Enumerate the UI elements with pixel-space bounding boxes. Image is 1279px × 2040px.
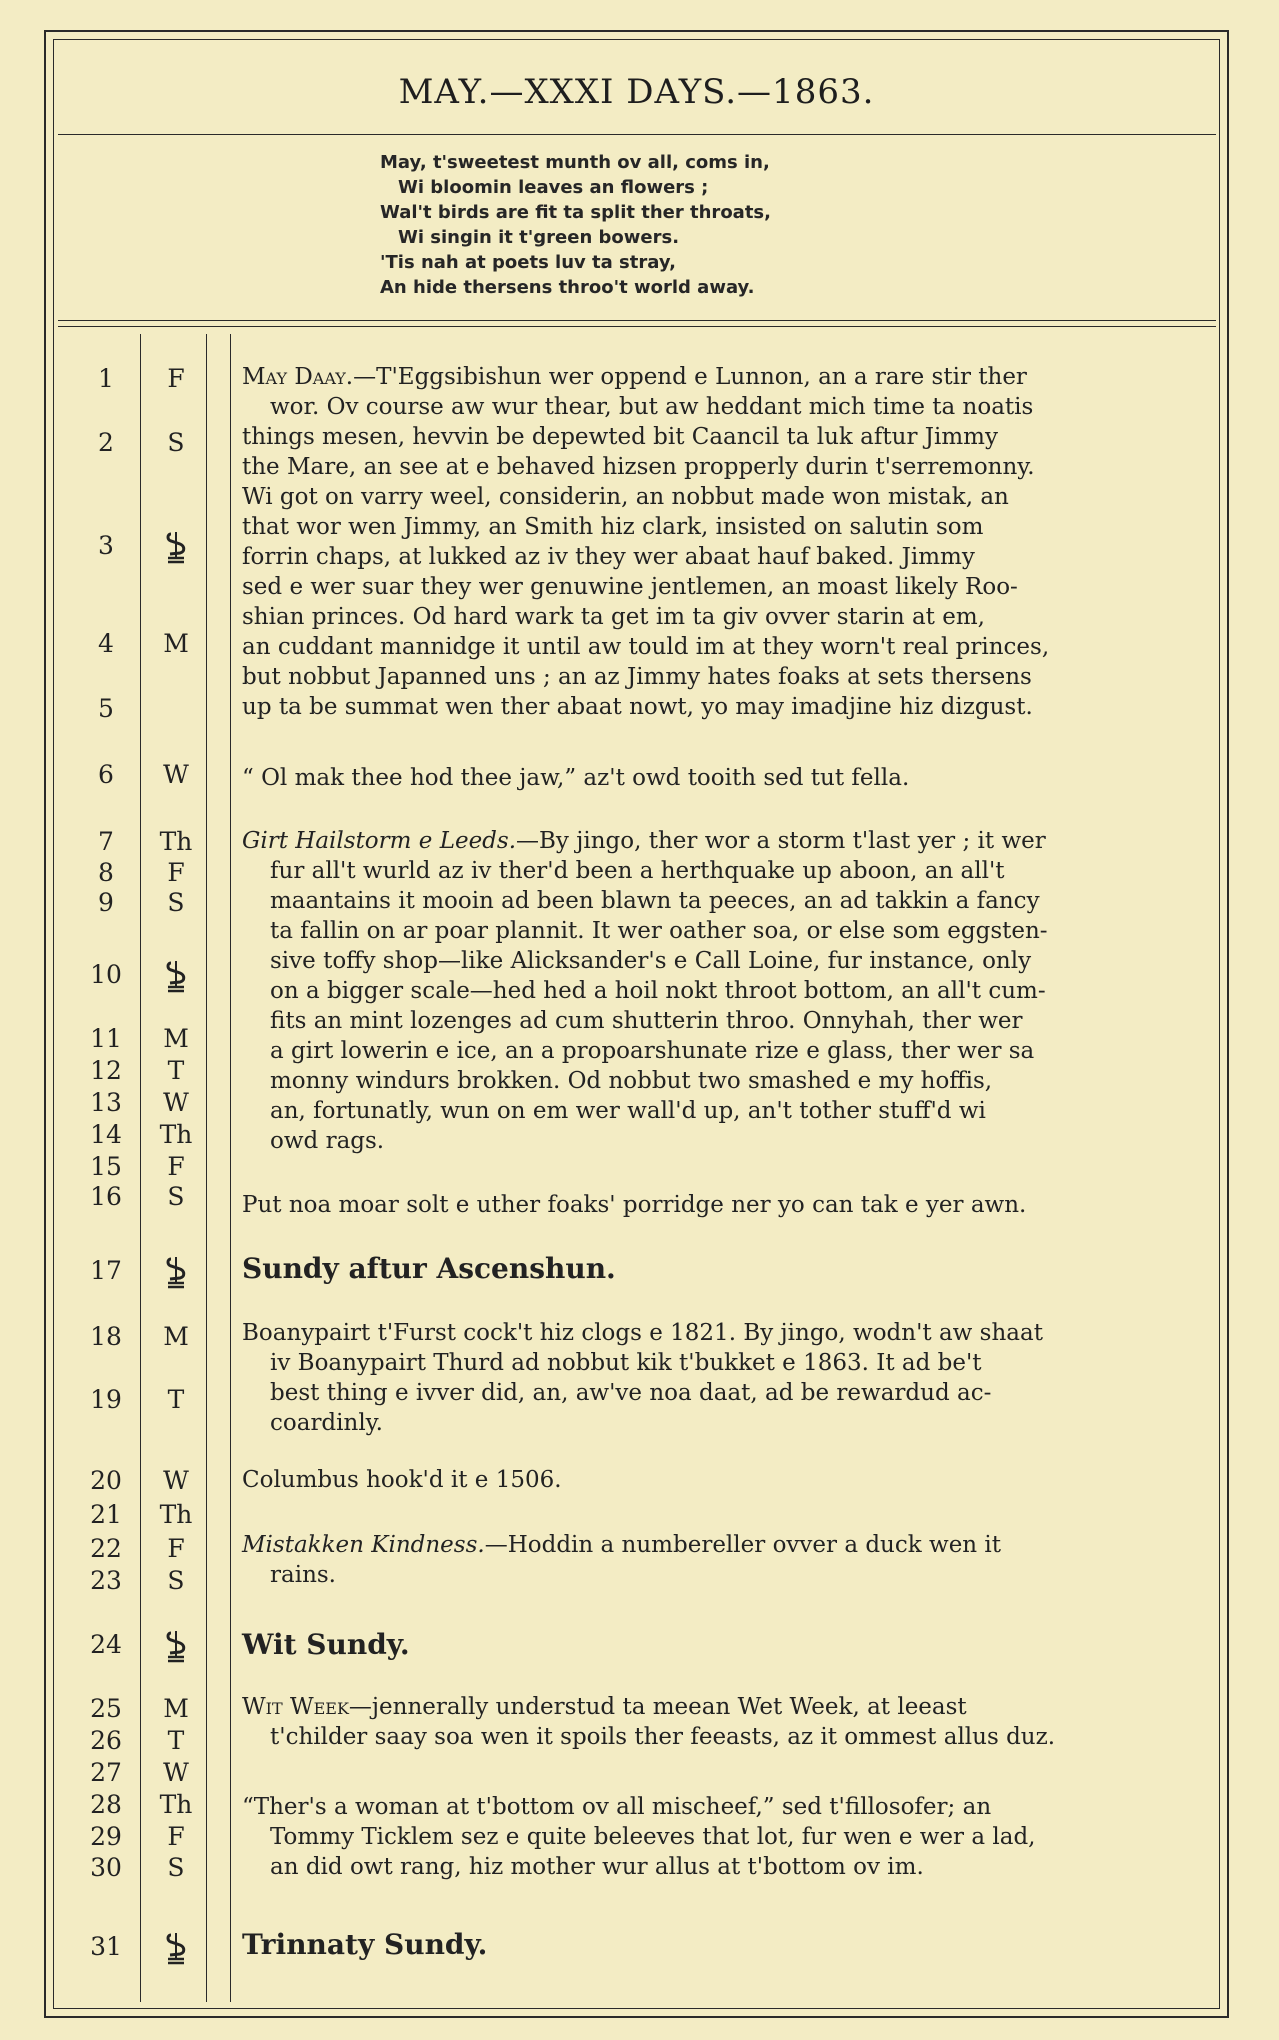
sunday-heading: Trinnaty Sundy. bbox=[242, 1928, 488, 1961]
day-number: 23 bbox=[90, 1566, 122, 1595]
day-number: 2 bbox=[98, 428, 114, 457]
entry-ascension bbox=[242, 1254, 1210, 1284]
entry-line: forrin chaps, at lukked az iv they wer abaat hauf baked. Jimmy bbox=[242, 544, 975, 570]
entry-text: —T'Eggsibishun wer oppend e Lunnon, an a rare stir ther bbox=[353, 364, 1027, 390]
day-number: 7 bbox=[98, 827, 114, 856]
entry-heading: Girt Hailstorm e Leeds. bbox=[242, 828, 517, 854]
entry-line: best thing e ivver did, an, aw've noa daat, ad be rewardud ac- bbox=[270, 1380, 992, 1406]
entry-text: “Ther's a woman at t'bottom ov all mischeef,” sed t'fillosofer; an bbox=[242, 1794, 992, 1820]
weekday-letter: W bbox=[163, 760, 189, 789]
entry-line: Wi got on varry weel, considerin, an nobbut made won mistak, an bbox=[242, 484, 1009, 510]
day-number: 11 bbox=[90, 1024, 122, 1053]
entry-jaw bbox=[242, 763, 1210, 793]
entry-line: on a bigger scale—hed hed a hoil nokt throot bottom, an all't cum- bbox=[270, 978, 1046, 1004]
poem-line: An hide thersens throo't world away. bbox=[380, 277, 755, 298]
sunday-icon bbox=[136, 1256, 216, 1290]
weekday-letter: F bbox=[167, 1152, 185, 1181]
entry-line: an cuddant mannidge it until aw tould im at they worn't real princes, bbox=[242, 634, 1050, 660]
entry-text: —By jingo, ther wor a storm t'last yer ; it wer bbox=[516, 828, 1046, 854]
entry-line: rains. bbox=[270, 1562, 336, 1588]
day-number: 3 bbox=[98, 531, 114, 560]
entry-columbus bbox=[242, 1465, 1210, 1495]
entry-text: Boanypairt t'Furst cock't hiz clogs e 1821. By jingo, wodn't aw shaat bbox=[242, 1320, 1043, 1346]
poem-divider-top bbox=[58, 320, 1216, 321]
day-number: 27 bbox=[90, 1758, 122, 1787]
weekday-letter: M bbox=[163, 629, 189, 658]
entry-line: maantains it mooin ad been blawn ta peeces, an ad takkin a fancy bbox=[270, 888, 1040, 914]
weekday-letter: F bbox=[167, 1534, 185, 1563]
poem-line: Wal't birds are fit ta split ther throats, bbox=[380, 202, 771, 223]
weekday-letter: Th bbox=[159, 1500, 193, 1529]
entry-kindness bbox=[242, 1530, 1210, 1590]
weekday-letter: F bbox=[167, 1822, 185, 1851]
day-number: 25 bbox=[90, 1694, 122, 1723]
poem-line: Wi singin it t'green bowers. bbox=[398, 227, 680, 248]
weekday-letter: F bbox=[167, 858, 185, 887]
weekday-letter: W bbox=[163, 1466, 189, 1495]
poem bbox=[380, 150, 920, 300]
day-number: 1 bbox=[98, 364, 114, 393]
day-number: 5 bbox=[98, 694, 114, 723]
entry-wit-week bbox=[242, 1692, 1210, 1752]
weekday-letter: S bbox=[167, 1853, 185, 1882]
entry-line: an did owt rang, hiz mother wur allus at t'bottom ov im. bbox=[270, 1854, 924, 1880]
day-number: 29 bbox=[90, 1822, 122, 1851]
entry-line: fur all't wurld az iv ther'd been a herthquake up aboon, an all't bbox=[270, 858, 1005, 884]
entry-line: coardinly. bbox=[270, 1410, 383, 1436]
entry-line: Tommy Ticklem sez e quite beleeves that lot, fur wen e wer a lad, bbox=[270, 1824, 1036, 1850]
entry-text: —Hoddin a numbereller ovver a duck wen it bbox=[484, 1532, 1002, 1558]
entry-hailstorm bbox=[242, 826, 1210, 1156]
day-number: 30 bbox=[90, 1853, 122, 1882]
day-number: 26 bbox=[90, 1726, 122, 1755]
weekday-letter: W bbox=[163, 1758, 189, 1787]
entry-text: Columbus hook'd it e 1506. bbox=[242, 1467, 562, 1493]
weekday-letter: S bbox=[167, 1566, 185, 1595]
day-number: 15 bbox=[90, 1152, 122, 1181]
entry-line: shian princes. Od hard wark ta get im ta giv ovver starin at em, bbox=[242, 604, 985, 630]
weekday-letter: M bbox=[163, 1694, 189, 1723]
entry-line: ta fallin on ar poar plannit. It wer oather soa, or else som eggsten- bbox=[270, 918, 1048, 944]
entry-column-rule bbox=[230, 334, 231, 2002]
entry-text: “ Ol mak thee hod thee jaw,” az't owd tooith sed tut fella. bbox=[242, 765, 910, 791]
poem-line: 'Tis nah at poets luv ta stray, bbox=[380, 252, 677, 273]
day-number: 6 bbox=[98, 760, 114, 789]
weekday-letter: T bbox=[167, 1726, 185, 1755]
day-number: 31 bbox=[90, 1932, 122, 1961]
entry-text: —jennerally understud ta meean Wet Week, at leeast bbox=[348, 1694, 967, 1720]
entry-line: sive toffy shop—like Alicksander's e Call Loine, fur instance, only bbox=[270, 948, 1032, 974]
weekday-letter: M bbox=[163, 1024, 189, 1053]
entry-trinity bbox=[242, 1930, 1210, 1960]
page-title: MAY.—XXXI DAYS.—1863. bbox=[398, 72, 875, 112]
day-number: 10 bbox=[90, 960, 122, 989]
sunday-glyph-icon bbox=[163, 1932, 189, 1966]
entry-porridge bbox=[242, 1190, 1210, 1220]
poem-line: Wi bloomin leaves an flowers ; bbox=[398, 177, 709, 198]
sunday-icon bbox=[136, 531, 216, 565]
entry-line: the Mare, an see at e behaved hizsen propperly durin t'serremonny. bbox=[242, 454, 1035, 480]
entry-may-daay bbox=[242, 362, 1210, 722]
entry-line: a girt lowerin e ice, an a propoarshunate rize e glass, ther wer sa bbox=[270, 1038, 1035, 1064]
day-number: 14 bbox=[90, 1120, 122, 1149]
weekday-letter: T bbox=[167, 1385, 185, 1414]
day-number: 12 bbox=[90, 1056, 122, 1085]
sunday-icon bbox=[136, 1932, 216, 1966]
entry-heading: Wit Week bbox=[242, 1694, 349, 1720]
entry-wit-sundy bbox=[242, 1630, 1210, 1660]
day-number: 18 bbox=[90, 1322, 122, 1351]
poem-divider-bottom bbox=[58, 326, 1216, 327]
entry-line: iv Boanypairt Thurd ad nobbut kik t'bukket e 1863. It ad be't bbox=[270, 1350, 982, 1376]
weekday-letter: S bbox=[167, 428, 185, 457]
poem-line: May, t'sweetest munth ov all, coms in, bbox=[380, 152, 770, 173]
day-number: 24 bbox=[90, 1630, 122, 1659]
weekday-letter: S bbox=[167, 1182, 185, 1211]
entry-line: fits an mint lozenges ad cum shutterin throo. Onnyhah, ther wer bbox=[270, 1008, 1023, 1034]
weekday-letter: W bbox=[163, 1088, 189, 1117]
entry-line: up ta be summat wen ther abaat nowt, yo may imadjine hiz dizgust. bbox=[242, 694, 1033, 720]
day-number: 19 bbox=[90, 1385, 122, 1414]
day-number: 9 bbox=[98, 888, 114, 917]
entry-heading: Mistakken Kindness. bbox=[242, 1532, 485, 1558]
entry-woman bbox=[242, 1792, 1210, 1882]
entry-line: things mesen, hevvin be depewted bit Caancil ta luk aftur Jimmy bbox=[242, 424, 998, 450]
entry-line: wor. Ov course aw wur thear, but aw heddant mich time ta noatis bbox=[270, 394, 1034, 420]
day-number: 21 bbox=[90, 1500, 122, 1529]
weekday-letter: Th bbox=[159, 1790, 193, 1819]
sunday-icon bbox=[136, 960, 216, 994]
sunday-icon bbox=[136, 1630, 216, 1664]
weekday-letter: T bbox=[167, 1056, 185, 1085]
entry-line: an, fortunatly, wun on em wer wall'd up, an't tother stuff'd wi bbox=[270, 1098, 986, 1124]
day-number: 8 bbox=[98, 858, 114, 887]
weekday-letter: Th bbox=[159, 1120, 193, 1149]
entry-line: but nobbut Japanned uns ; an az Jimmy hates foaks at sets thersens bbox=[242, 664, 1032, 690]
entry-line: that wor wen Jimmy, an Smith hiz clark, insisted on salutin som bbox=[242, 514, 984, 540]
entry-line: monny windurs brokken. Od nobbut two smashed e my hoffis, bbox=[270, 1068, 993, 1094]
day-number: 22 bbox=[90, 1534, 122, 1563]
day-number: 16 bbox=[90, 1182, 122, 1211]
weekday-letter: F bbox=[167, 364, 185, 393]
day-number: 17 bbox=[90, 1256, 122, 1285]
sunday-glyph-icon bbox=[163, 1256, 189, 1290]
weekday-letter: M bbox=[163, 1322, 189, 1351]
entry-line: t'childer saay soa wen it spoils ther feeasts, az it ommest allus duz. bbox=[270, 1724, 1056, 1750]
entry-boanypairt bbox=[242, 1318, 1210, 1438]
entry-text: Put noa moar solt e uther foaks' porridge ner yo can tak e yer awn. bbox=[242, 1192, 1027, 1218]
sunday-glyph-icon bbox=[163, 960, 189, 994]
title-divider bbox=[58, 134, 1216, 135]
weekday-letter: Th bbox=[159, 827, 193, 856]
entry-line: sed e wer suar they wer genuwine jentlemen, an moast likely Roo- bbox=[242, 574, 1018, 600]
sunday-heading: Sundy aftur Ascenshun. bbox=[242, 1252, 616, 1285]
day-number: 20 bbox=[90, 1466, 122, 1495]
entry-heading: May Daay. bbox=[242, 364, 354, 390]
day-number: 4 bbox=[98, 629, 114, 658]
weekday-letter: S bbox=[167, 888, 185, 917]
entry-line: owd rags. bbox=[270, 1128, 385, 1154]
day-number: 28 bbox=[90, 1790, 122, 1819]
sunday-glyph-icon bbox=[163, 531, 189, 565]
day-number: 13 bbox=[90, 1088, 122, 1117]
sunday-glyph-icon bbox=[163, 1630, 189, 1664]
sunday-heading: Wit Sundy. bbox=[242, 1628, 410, 1661]
